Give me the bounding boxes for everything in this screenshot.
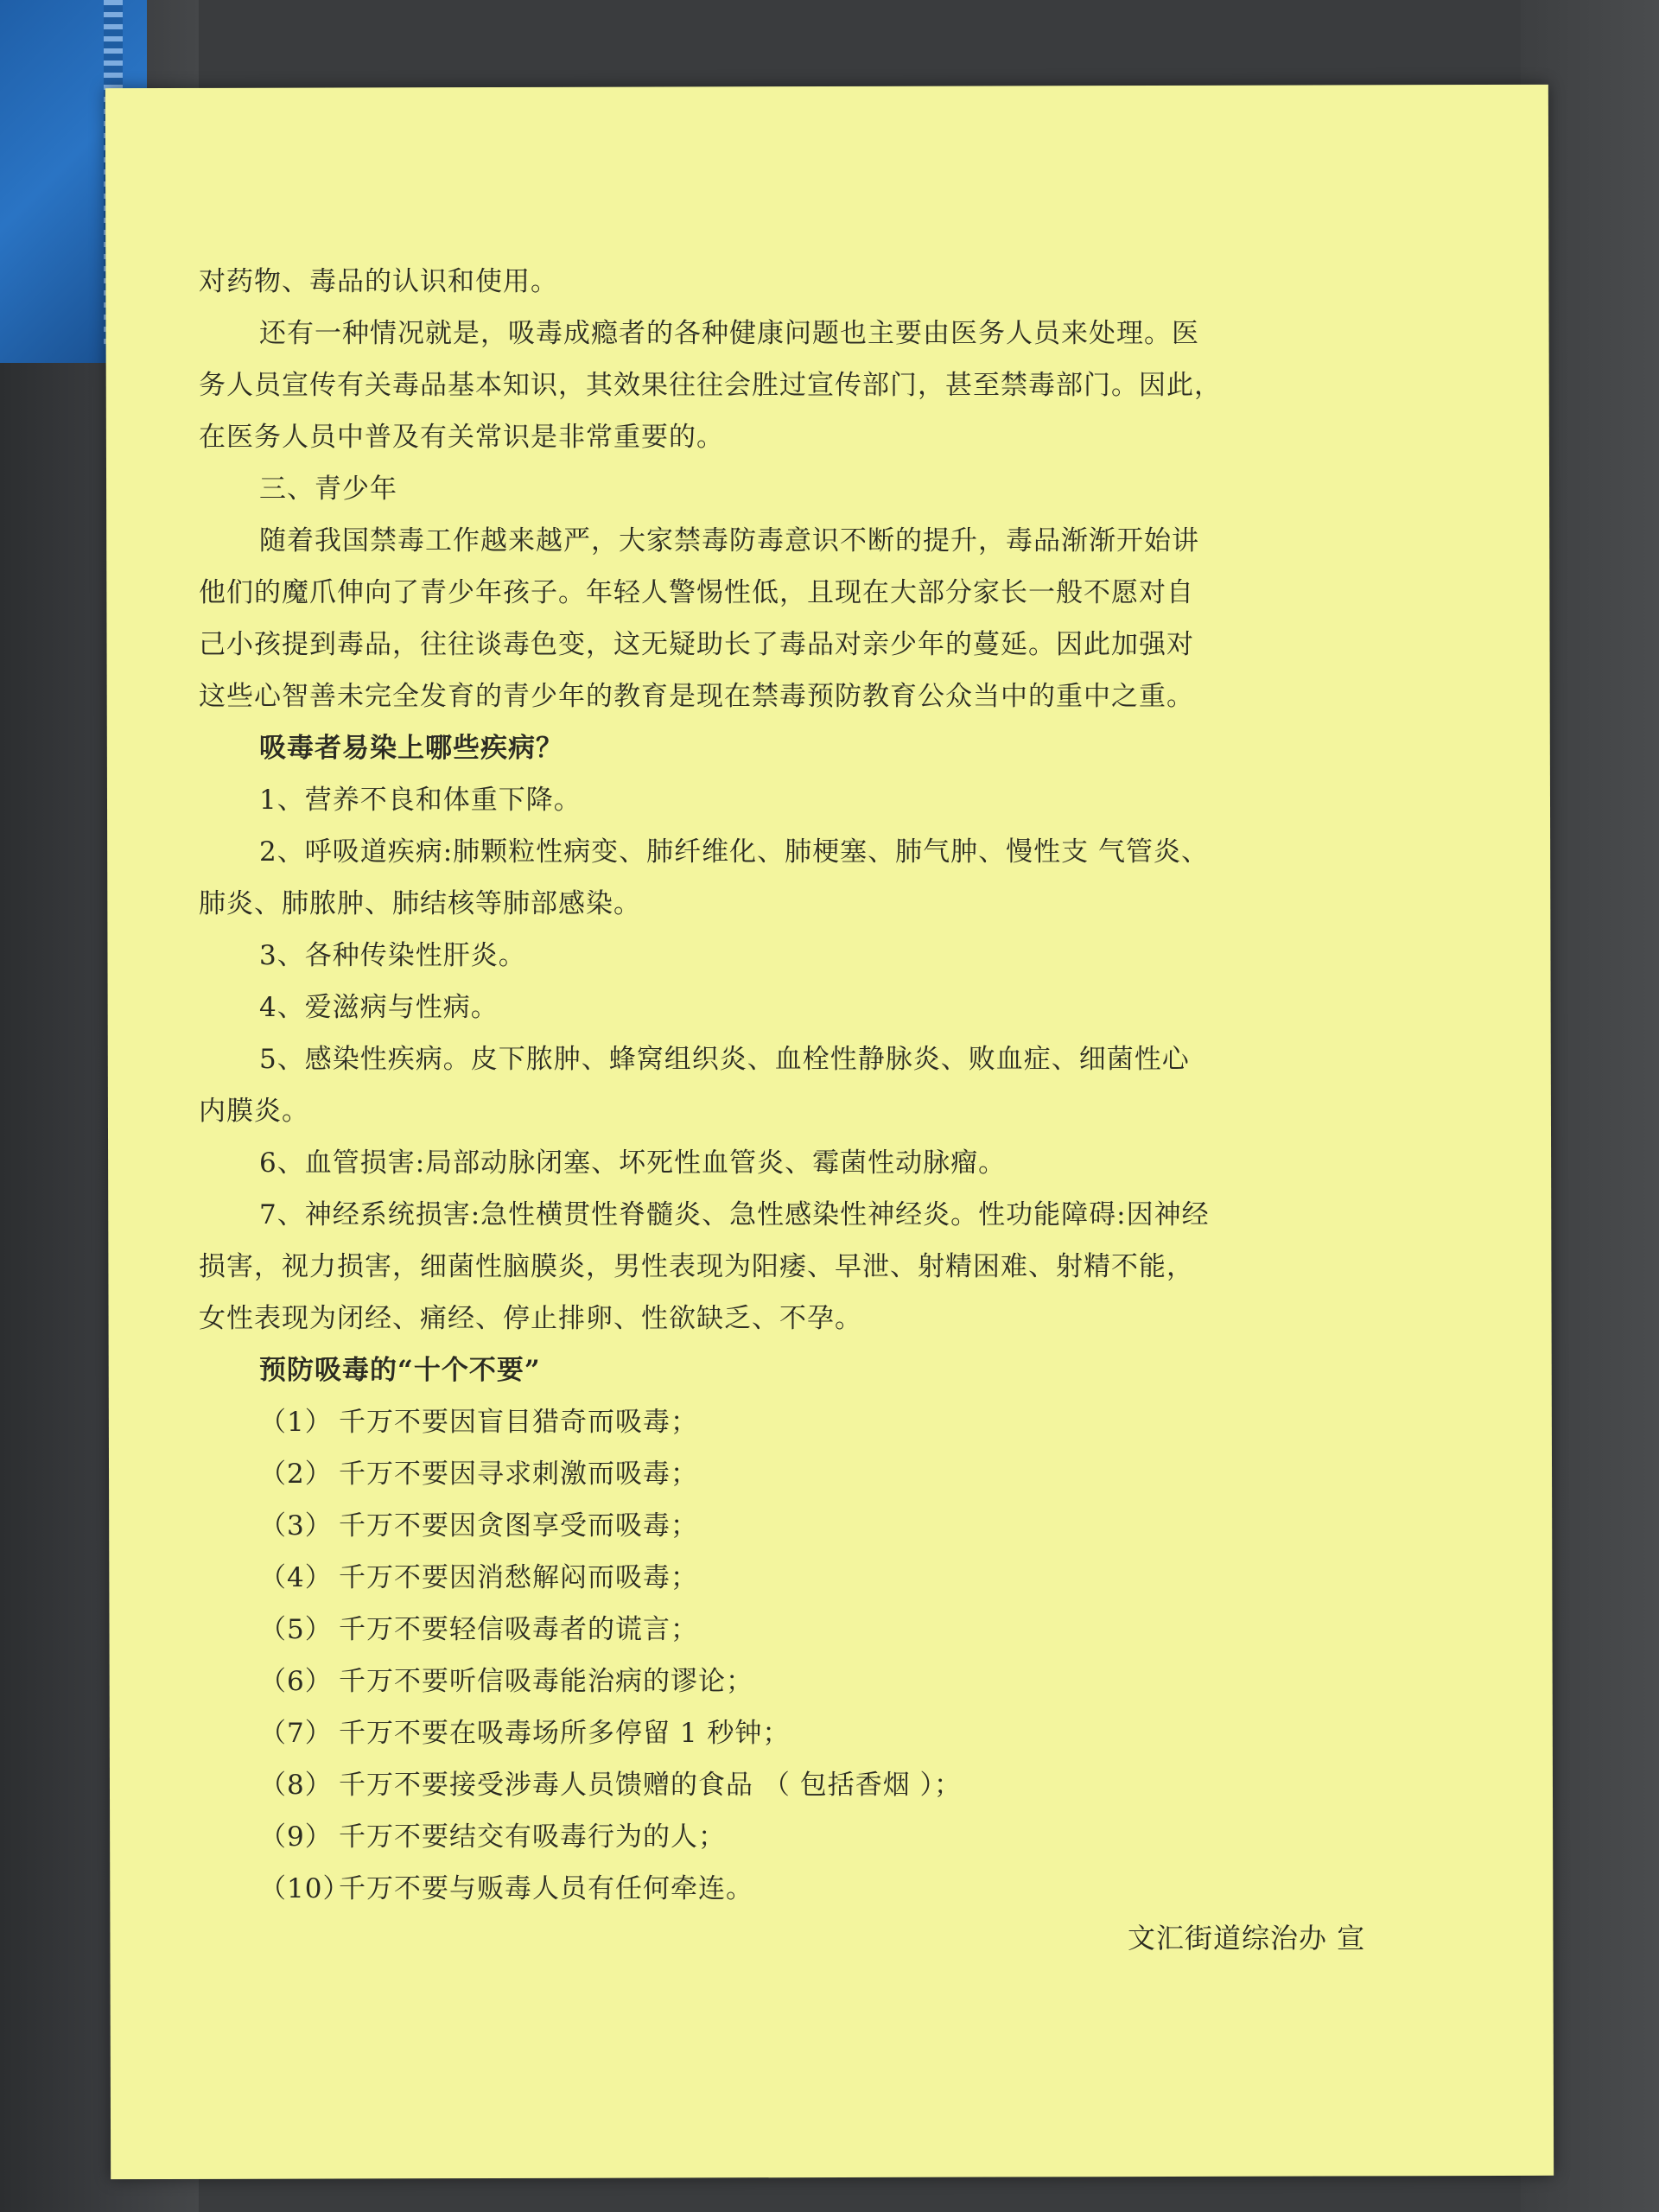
disease-item: 5、感染性疾病。皮下脓肿、蜂窝组织炎、血栓性静脉炎、败血症、细菌性心: [259, 1044, 1190, 1075]
disease-item-continued: 肺炎、肺脓肿、肺结核等肺部感染。: [199, 888, 641, 919]
prevention-text: 千万不要听信吸毒能治病的谬论；: [339, 1666, 753, 1697]
prevention-text: 千万不要结交有吸毒行为的人；: [339, 1821, 726, 1853]
prevention-item: [199, 1552, 1374, 1604]
prevention-text: 千万不要因贪图享受而吸毒；: [339, 1510, 698, 1541]
text-line: 在医务人员中普及有关常识是非常重要的。: [199, 422, 724, 453]
diseases-heading: 吸毒者易染上哪些疾病？: [259, 733, 563, 764]
prevention-text: 千万不要接受涉毒人员馈赠的食品 （ 包括香烟 ）；: [339, 1770, 963, 1801]
text-line: 这些心智善未完全发育的青少年的教育是现在禁毒预防教育公众当中的重中之重。: [199, 681, 1194, 712]
prevention-item: [199, 1863, 1374, 1915]
prevention-item: [199, 1500, 1374, 1552]
disease-item-continued: 损害，视力损害，细菌性脑膜炎，男性表现为阳痿、早泄、射精困难、射精不能，: [199, 1251, 1194, 1282]
text-line: 对药物、毒品的认识和使用。: [199, 266, 558, 297]
text-line: 随着我国禁毒工作越来越严，大家禁毒防毒意识不断的提升，毒品渐渐开始讲: [259, 525, 1199, 556]
prevention-item: [199, 1707, 1374, 1759]
prevention-item: [199, 1759, 1374, 1811]
text-line: 务人员宣传有关毒品基本知识，其效果往往会胜过宣传部门，甚至禁毒部门。因此，: [199, 370, 1222, 401]
section-title: 三、青少年: [259, 474, 397, 505]
prevention-item: [199, 1396, 1374, 1448]
issuer-signature: 文汇街道综治办 宣: [1128, 1922, 1366, 1955]
prevention-number: （6）: [259, 1666, 333, 1697]
prevention-text: 千万不要与贩毒人员有任何牵连。: [339, 1873, 753, 1904]
text-line: 己小孩提到毒品，往往谈毒色变，这无疑助长了毒品对亲少年的蔓延。因此加强对: [199, 629, 1194, 660]
prevention-item: [199, 1448, 1374, 1500]
disease-item: 1、营养不良和体重下降。: [259, 785, 582, 816]
prevention-item: [199, 1656, 1374, 1707]
prevention-number: （7）: [259, 1718, 333, 1749]
document-body: [199, 256, 1374, 1915]
prevention-number: （4）: [259, 1562, 333, 1593]
disease-item: 4、爱滋病与性病。: [259, 992, 499, 1023]
disease-item-continued: 女性表现为闭经、痛经、停止排卵、性欲缺乏、不孕。: [199, 1303, 862, 1334]
prevention-text: 千万不要在吸毒场所多停留 1 秒钟；: [339, 1718, 791, 1749]
disease-item: 2、呼吸道疾病:肺颗粒性病变、肺纤维化、肺梗塞、肺气肿、慢性支 气管炎、: [259, 836, 1210, 868]
prevention-item: [199, 1604, 1374, 1656]
prevention-heading: 预防吸毒的“十个不要”: [259, 1355, 541, 1386]
prevention-number: （8）: [259, 1770, 333, 1801]
prevention-number: （2）: [259, 1459, 333, 1490]
disease-item: 3、各种传染性肝炎。: [259, 940, 526, 971]
prevention-number: （9）: [259, 1821, 333, 1853]
prevention-text: 千万不要因盲目猎奇而吸毒；: [339, 1407, 698, 1438]
prevention-number: （10）: [259, 1873, 351, 1904]
prevention-item: [199, 1811, 1374, 1863]
prevention-text: 千万不要轻信吸毒者的谎言；: [339, 1614, 698, 1645]
prevention-text: 千万不要因消愁解闷而吸毒；: [339, 1562, 698, 1593]
disease-item: 7、神经系统损害:急性横贯性脊髓炎、急性感染性神经炎。性功能障碍:因神经: [259, 1199, 1210, 1230]
prevention-text: 千万不要因寻求刺激而吸毒；: [339, 1459, 698, 1490]
prevention-number: （5）: [259, 1614, 333, 1645]
prevention-number: （1）: [259, 1407, 333, 1438]
text-line: 还有一种情况就是，吸毒成瘾者的各种健康问题也主要由医务人员来处理。医: [259, 318, 1199, 349]
text-line: 他们的魔爪伸向了青少年孩子。年轻人警惕性低，且现在大部分家长一般不愿对自: [199, 577, 1194, 608]
disease-item: 6、血管损害:局部动脉闭塞、坏死性血管炎、霉菌性动脉瘤。: [259, 1147, 1007, 1179]
prevention-number: （3）: [259, 1510, 333, 1541]
disease-item-continued: 内膜炎。: [199, 1096, 309, 1127]
